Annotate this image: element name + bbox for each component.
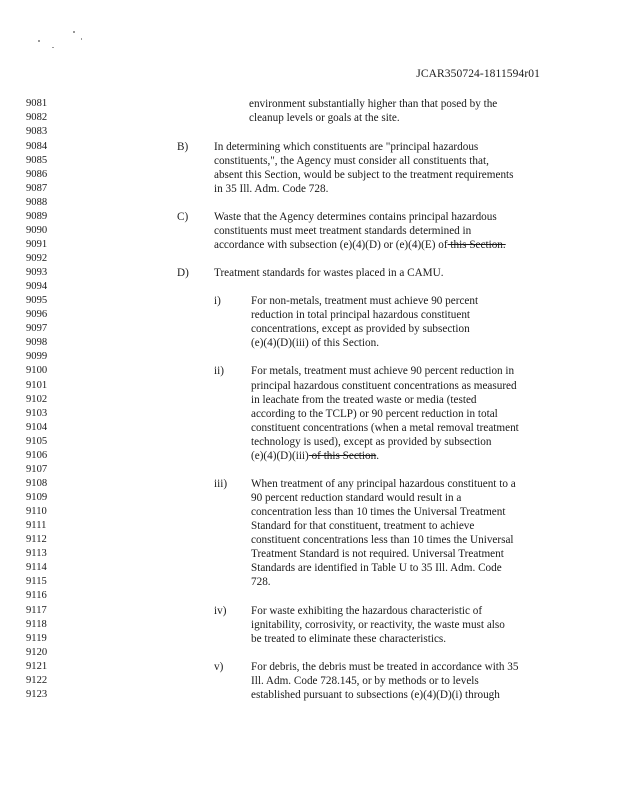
text-line: Waste that the Agency determines contains principal hazardous (214, 211, 497, 223)
text-line: reduction in total principal hazardous constituent (251, 309, 471, 321)
struck-text: of this Section (308, 450, 377, 462)
line-number: 9099 (26, 351, 48, 362)
line-number: 9083 (26, 126, 48, 137)
line-number: 9096 (26, 309, 48, 320)
line-number: 9104 (26, 422, 48, 433)
struck-text: this Section. (447, 239, 506, 251)
text-line: in 35 Ill. Adm. Code 728. (214, 183, 329, 195)
text-line: concentrations, except as provided by subsection (251, 323, 470, 335)
line-number: 9118 (26, 619, 47, 630)
scan-speck (73, 31, 75, 33)
text-line: constituents must meet treatment standards determined in (214, 225, 472, 237)
scan-speck (81, 38, 82, 40)
line-number: 9110 (26, 506, 47, 517)
line-number: 9097 (26, 323, 48, 334)
line-number: 9081 (26, 98, 48, 109)
text-line: For debris, the debris must be treated in accordance with 35 (251, 661, 519, 673)
line-number: 9101 (26, 380, 48, 391)
line-number: 9113 (26, 548, 47, 559)
line-number: 9120 (26, 647, 48, 658)
line-number: 9084 (26, 141, 48, 152)
line-number: 9109 (26, 492, 48, 503)
line-number: 9105 (26, 436, 48, 447)
text-span: . (376, 450, 380, 462)
line-number: 9094 (26, 281, 48, 292)
text-line: Standard for that constituent, treatment to achieve (251, 520, 475, 532)
text-line: In determining which constituents are "principal hazardous (214, 141, 479, 153)
text-line: constituent concentrations (when a metal removal treatment (251, 422, 519, 434)
line-number: 9087 (26, 183, 48, 194)
text-line: constituents,", the Agency must consider all constituents that, (214, 155, 489, 167)
line-number: 9088 (26, 197, 48, 208)
line-number: 9091 (26, 239, 48, 250)
line-number: 9092 (26, 253, 48, 264)
item-marker: ii) (214, 365, 224, 377)
line-number: 9085 (26, 155, 48, 166)
text-line: For metals, treatment must achieve 90 percent reduction in (251, 365, 515, 377)
text-line (214, 238, 506, 252)
line-number: 9117 (26, 605, 47, 616)
text-line: Ill. Adm. Code 728.145, or by methods or to levels (251, 675, 479, 687)
text-line (251, 449, 379, 463)
document-code: JCAR350724-1811594r01 (416, 68, 540, 80)
text-line: according to the TCLP) or 90 percent reduction in total (251, 408, 498, 420)
line-number: 9112 (26, 534, 47, 545)
subsection-marker: D) (177, 267, 189, 279)
text-line: For waste exhibiting the hazardous characteristic of (251, 605, 483, 617)
item-marker: iii) (214, 478, 228, 490)
text-line: concentration less than 10 times the Universal Treatment (251, 506, 506, 518)
text-line: absent this Section, would be subject to the treatment requirements (214, 169, 514, 181)
scan-speck (38, 40, 40, 42)
line-number: 9106 (26, 450, 48, 461)
subsection-marker: C) (177, 211, 189, 223)
text-span: accordance with subsection (e)(4)(D) or (e)(4)(E) of (214, 239, 448, 251)
text-line: When treatment of any principal hazardous constituent to a (251, 478, 516, 490)
line-number: 9123 (26, 689, 48, 700)
text-line: Treatment standards for wastes placed in a CAMU. (214, 267, 444, 279)
item-marker: i) (214, 295, 221, 307)
line-number: 9122 (26, 675, 48, 686)
text-line: For non-metals, treatment must achieve 90 percent (251, 295, 479, 307)
item-marker: v) (214, 661, 224, 673)
line-number: 9107 (26, 464, 48, 475)
text-line: cleanup levels or goals at the site. (249, 112, 400, 124)
line-number: 9111 (26, 520, 47, 531)
line-number: 9098 (26, 337, 48, 348)
line-number: 9093 (26, 267, 48, 278)
line-number: 9089 (26, 211, 48, 222)
line-number: 9082 (26, 112, 48, 123)
text-line: established pursuant to subsections (e)(4)(D)(i) through (251, 689, 500, 701)
line-number: 9116 (26, 590, 47, 601)
line-number: 9102 (26, 394, 48, 405)
line-number: 9103 (26, 408, 48, 419)
line-number: 9115 (26, 576, 47, 587)
text-line: 90 percent reduction standard would result in a (251, 492, 462, 504)
text-line: environment substantially higher than that posed by the (249, 98, 498, 110)
text-line: in leachate from the treated waste or media (tested (251, 394, 477, 406)
text-line: principal hazardous constituent concentrations as measured (251, 380, 517, 392)
line-number: 9090 (26, 225, 48, 236)
text-line: constituent concentrations less than 10 times the Universal (251, 534, 514, 546)
scan-speck (52, 47, 54, 48)
text-line: technology is used), except as provided by subsection (251, 436, 492, 448)
text-line: (e)(4)(D)(iii) of this Section. (251, 337, 379, 349)
line-number: 9114 (26, 562, 47, 573)
line-number: 9119 (26, 633, 47, 644)
item-marker: iv) (214, 605, 227, 617)
line-number: 9108 (26, 478, 48, 489)
subsection-marker: B) (177, 141, 189, 153)
text-line: Standards are identified in Table U to 35 Ill. Adm. Code (251, 562, 502, 574)
text-line: ignitability, corrosivity, or reactivity, the waste must also (251, 619, 505, 631)
line-number: 9121 (26, 661, 48, 672)
line-number: 9095 (26, 295, 48, 306)
text-line: be treated to eliminate these characteristics. (251, 633, 447, 645)
text-line: Treatment Standard is not required. Universal Treatment (251, 548, 504, 560)
line-number: 9100 (26, 365, 48, 376)
text-line: 728. (251, 576, 271, 588)
text-span: (e)(4)(D)(iii) (251, 450, 309, 462)
line-number: 9086 (26, 169, 48, 180)
